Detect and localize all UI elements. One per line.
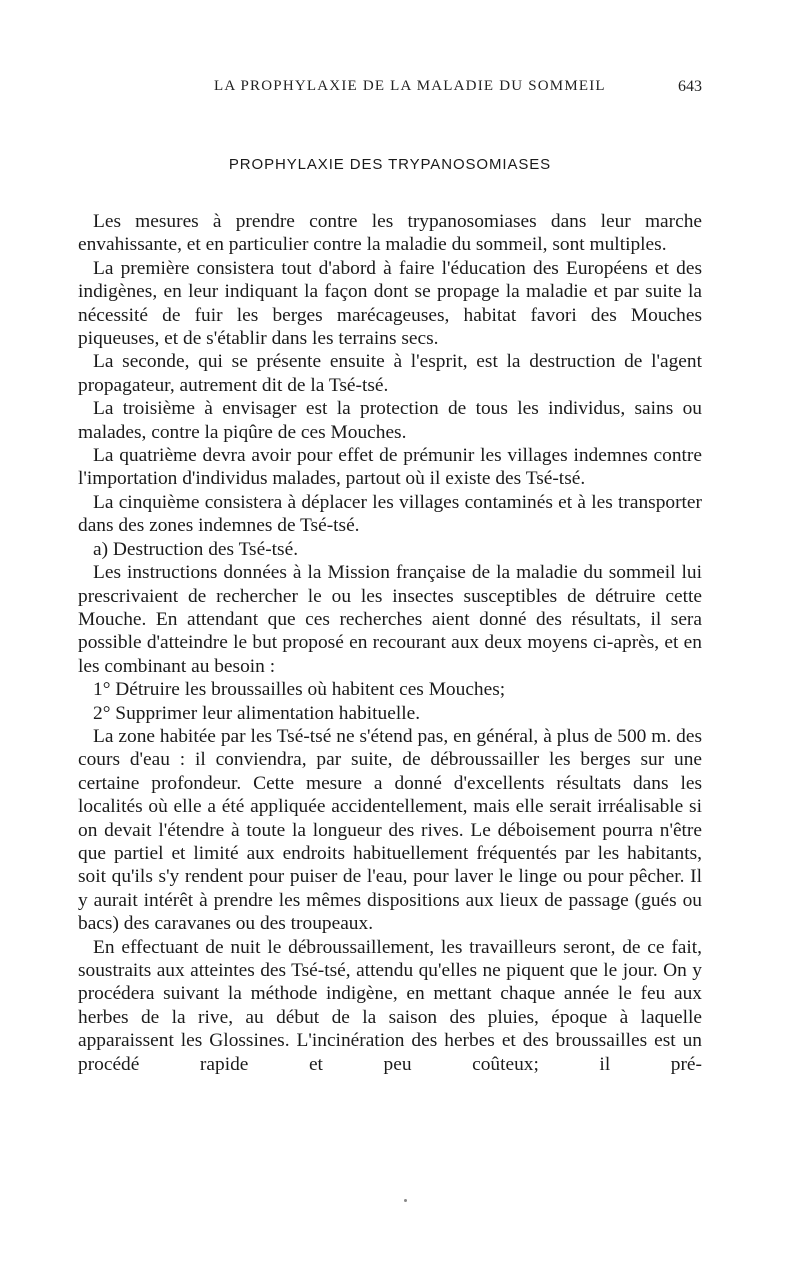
paragraph-first-measure: La première consistera tout d'abord à faire l'éducation des Européens et des indigènes, en leur indiquant la façon dont se propage la maladie et par suite la nécessité de fuir les berges marécageuses, habitat favori des Mouches piqueuses, et de s'établir dans les terrains secs. xyxy=(78,257,702,350)
subsection-heading: a) Destruction des Tsé-tsé. xyxy=(93,538,299,560)
print-speck xyxy=(404,1199,407,1202)
running-title: LA PROPHYLAXIE DE LA MALADIE DU SOMMEIL xyxy=(214,78,606,94)
paragraph-second-measure: La seconde, qui se présente ensuite à l'esprit, est la destruction de l'agent propagateur, autrement dit de la Tsé-tsé. xyxy=(78,351,702,396)
running-header xyxy=(78,78,702,98)
paragraph-fifth-measure: La cinquième consistera à déplacer les villages contaminés et à les transporter dans des zones indemnes de Tsé-tsé. xyxy=(78,491,702,537)
paragraph-intro: Les mesures à prendre contre les trypanosomiases dans leur marche envahissante, et en particulier contre la maladie du sommeil, sont multiples. xyxy=(78,211,702,256)
section-title: PROPHYLAXIE DES TRYPANOSOMIASES xyxy=(228,156,552,173)
paragraph-zone: La zone habitée par les Tsé-tsé ne s'étend pas, en général, à plus de 500 m. des cours d'eau : il conviendra, par suite, de débroussailler les berges sur une certaine profondeur. Cette mesure a donné d'excellents résultats dans les localités où elle a été appliquée accidentellement, mais elle serait irréalisable si on devait l'étendre à toute la longueur des rives. Le déboisement pourra n'être que partiel et limité aux endroits habituellement fréquentés par les habitants, soit qu'ils s'y rendent pour puiser de l'eau, pour laver le linge ou pour pêcher. Il y aurait intérêt à prendre les mêmes dispositions aux lieux de passage (gués ou bacs) des caravanes ou des troupeaux. xyxy=(78,725,702,935)
list-item: 2° Supprimer leur alimentation habituelle. xyxy=(93,702,421,724)
list-item: 1° Détruire les broussailles où habitent ces Mouches; xyxy=(93,679,506,701)
body-text xyxy=(78,210,702,1076)
paragraph-night-clearing: En effectuant de nuit le débroussaillement, les travailleurs seront, de ce fait, soustraits aux atteintes des Tsé-tsé, attendu qu'elles ne piquent que le jour. On y procédera suivant la méthode indigène, en mettant chaque année le feu aux herbes de la rive, au début de la saison des pluies, époque à laquelle apparaissent les Glossines. L'incinération des herbes et des broussailles est un procédé rapide et peu coûteux; il pré- xyxy=(78,936,702,1075)
paragraph-instructions: Les instructions données à la Mission française de la maladie du sommeil lui prescrivaient de rechercher le ou les insectes susceptibles de détruire cette Mouche. En attendant que ces recherches aient donné des résultats, il sera possible d'atteindre le but proposé en recourant aux deux moyens ci-après, et en les combinant au besoin : xyxy=(78,562,702,677)
paragraph-third-measure: La troisième à envisager est la protection de tous les individus, sains ou malades, contre la piqûre de ces Mouches. xyxy=(78,398,702,443)
page-number: 643 xyxy=(678,78,702,95)
paragraph-fourth-measure: La quatrième devra avoir pour effet de prémunir les villages indemnes contre l'importation d'individus malades, partout où il existe des Tsé-tsé. xyxy=(78,445,702,490)
